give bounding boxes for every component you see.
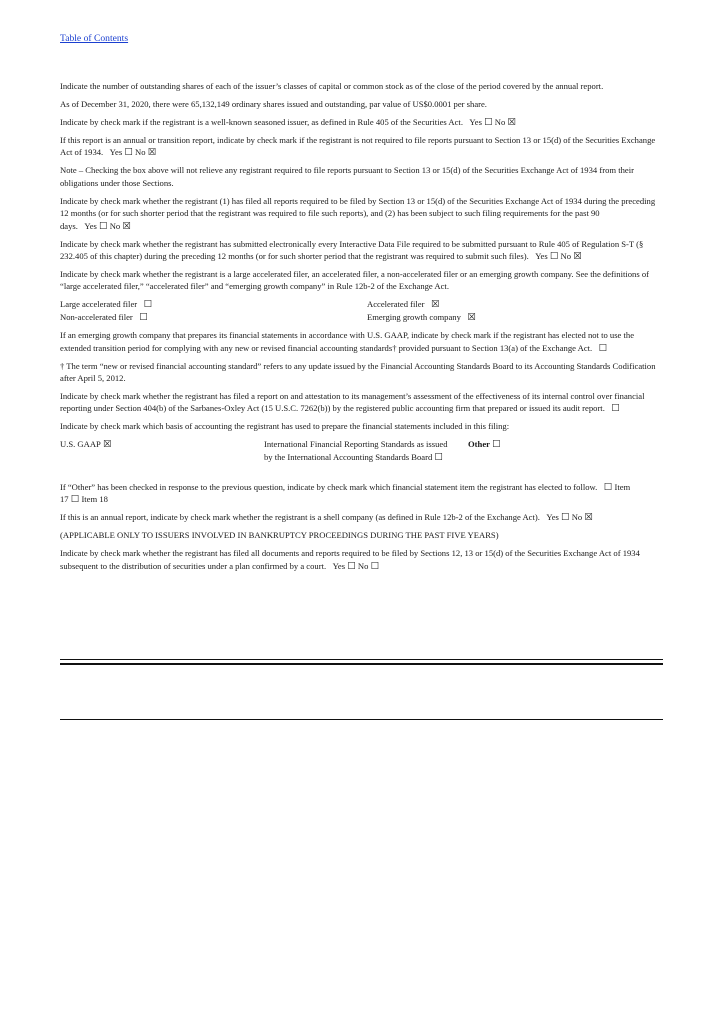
not-required-question: If this report is an annual or transition report, indicate by check mark if the registrant is not required to file reports pursuant to Section 13 or 15(d) of the Securities Exchange Act of 1934. Yes ☐ No ☒	[60, 135, 656, 159]
double-divider	[60, 659, 663, 665]
wksi-yes-checkbox[interactable]: ☐	[484, 117, 493, 128]
filer-row-2: Non-accelerated filer ☐ Emerging growth company ☒	[60, 311, 476, 323]
single-divider	[60, 719, 663, 720]
item-18-checkbox[interactable]: ☐	[70, 494, 80, 506]
non-accelerated-filer-checkbox[interactable]: ☐	[139, 311, 148, 323]
item-17-checkbox[interactable]: ☐	[603, 482, 613, 494]
wksi-question: Indicate by check mark if the registrant is a well-known seasoned issuer, as defined in Rule 405 of the Securities Act. Yes ☐ No ☒	[60, 117, 516, 128]
outstanding-shares-instruction: Indicate the number of outstanding shares of each of the issuer’s classes of capital or common stock as of the close of the period covered by the annual report.	[60, 81, 604, 91]
transition-period-question: If an emerging growth company that prepares its financial statements in accordance with U.S. GAAP, indicate by check mark if the registrant has elected not to use the extended transition period for complying with any new or revised financial accounting standards† provided pursuant to Section 13(a) of the Exchange Act. ☐	[60, 330, 635, 354]
bankruptcy-question: Indicate by check mark whether the registrant has filed all documents and reports required to be filed by Sections 12, 13 or 15(d) of the Securities Exchange Act of 1934 subsequent to the distribution of securities under a plan confirmed by a court. Yes ☐ No ☐	[60, 548, 640, 572]
basis-of-accounting-options: U.S. GAAP ☒ International Financial Reporting Standards as issued by the International Accounting Standards Board ☐ Other ☐	[60, 439, 501, 463]
shell-company-yes-checkbox[interactable]: ☐	[561, 512, 570, 524]
note-paragraph: Note – Checking the box above will not relieve any registrant required to file reports pursuant to Section 13 or 15(d) of the Securities Exchange Act of 1934 from their obligations under those Sections.	[60, 165, 634, 188]
accounting-standard-footnote: † The term “new or revised financial accounting standard” refers to any update issued by the Financial Accounting Standards Board to its Accounting Standards Codification after April 5, 2012.	[60, 360, 656, 384]
not-required-no-checkbox[interactable]: ☒	[147, 147, 157, 159]
not-required-yes-checkbox[interactable]: ☐	[124, 147, 133, 159]
filed-reports-question: Indicate by check mark whether the registrant (1) has filed all reports required to be filed by Section 13 or 15(d) of the Securities Exchange Act of 1934 during the preceding 12 months (or for such shorter period that the registrant was required to file such reports), and (2) has been subject to such filing requirements for the past 90 days. Yes ☐ No ☒	[60, 195, 656, 232]
interactive-data-no-checkbox[interactable]: ☒	[573, 251, 582, 263]
accelerated-filer-checkbox[interactable]: ☒	[430, 299, 440, 311]
table-of-contents-link[interactable]: Table of Contents	[60, 33, 129, 44]
other-basis-checkbox[interactable]: ☐	[492, 439, 501, 451]
filer-status-grid	[60, 298, 664, 323]
form-cover-content	[60, 80, 664, 578]
large-accelerated-filer-checkbox[interactable]: ☐	[143, 299, 153, 311]
basis-of-accounting-question: Indicate by check mark which basis of accounting the registrant has used to prepare the financial statements included in this filing:	[60, 421, 510, 432]
transition-period-checkbox[interactable]: ☐	[598, 342, 608, 354]
emerging-growth-company-checkbox[interactable]: ☒	[467, 311, 476, 323]
shell-company-no-checkbox[interactable]: ☒	[584, 512, 593, 524]
bankruptcy-yes-checkbox[interactable]: ☐	[347, 560, 356, 572]
interactive-data-yes-checkbox[interactable]: ☐	[549, 251, 559, 263]
outstanding-shares-statement: As of December 31, 2020, there were 65,132,149 ordinary shares issued and outstanding, par value of US$0.0001 per share.	[60, 99, 487, 109]
item-election-question: If “Other” has been checked in response to the previous question, indicate by check mark which financial statement item the registrant has elected to follow. ☐ Item 17 ☐ Item 18	[60, 482, 631, 506]
icfr-attestation-question: Indicate by check mark whether the registrant has filed a report on and attestation to its management’s assessment of the effectiveness of its internal control over financial reporting under Section 404(b) of the Sarbanes-Oxley Act (15 U.S.C. 7262(b)) by the registered public accounting firm that prepared or issued its audit report. ☐	[60, 391, 645, 415]
filed-reports-yes-checkbox[interactable]: ☐	[99, 220, 108, 232]
shell-company-question: If this is an annual report, indicate by check mark whether the registrant is a shell company (as defined in Rule 12b-2 of the Exchange Act). Yes ☐ No ☒	[60, 512, 593, 524]
wksi-no-checkbox[interactable]: ☒	[507, 117, 516, 128]
icfr-attestation-checkbox[interactable]: ☐	[611, 403, 620, 415]
us-gaap-checkbox[interactable]: ☒	[103, 439, 112, 451]
interactive-data-question: Indicate by check mark whether the registrant has submitted electronically every Interactive Data File required to be submitted pursuant to Rule 405 of Regulation S-T (§ 232.405 of this chapter) during the preceding 12 months (or for such shorter period that the registrant was required to submit such files). Yes ☐ No ☒	[60, 238, 644, 263]
filer-row-1: Large accelerated filer ☐ Accelerated filer ☒	[60, 299, 440, 311]
ifrs-checkbox[interactable]: ☐	[434, 451, 443, 463]
bankruptcy-heading: (APPLICABLE ONLY TO ISSUERS INVOLVED IN BANKRUPTCY PROCEEDINGS DURING THE PAST FIVE YEARS)	[60, 530, 499, 541]
filed-reports-no-checkbox[interactable]: ☒	[122, 220, 131, 232]
filer-status-instruction: Indicate by check mark whether the registrant is a large accelerated filer, an accelerated filer, a non-accelerated filer or an emerging growth company. See the definitions of “large accelerated filer,” “accelerated filer” and “emerging growth company” in Rule 12b-2 of the Exchange Act.	[60, 269, 649, 292]
bankruptcy-no-checkbox[interactable]: ☐	[370, 560, 380, 572]
